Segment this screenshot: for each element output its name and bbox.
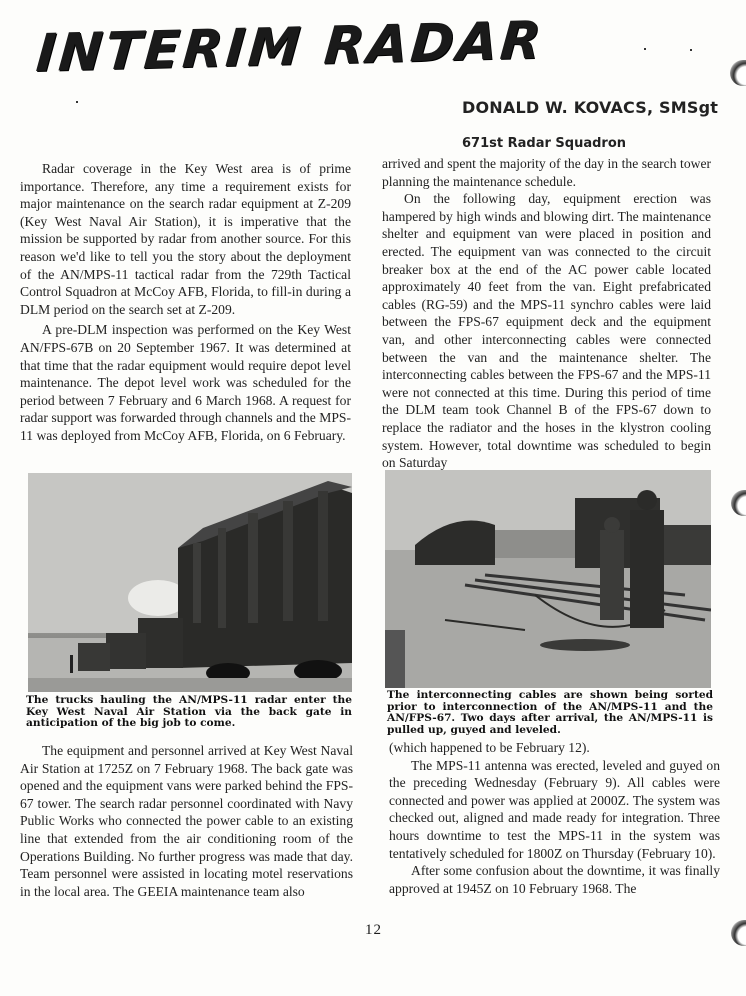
article-title: INTERIM RADAR [34, 10, 546, 85]
paragraph: The MPS-11 antenna was erected, leveled and guyed on the preceding Wednesday (February 9). All cables were connected and power was applied at 2000Z. The system was checked out, aligned and made ready for integration. Three hours downtime to test the MPS-11 in the system was tentatively scheduled for 1800Z on Thursday (February 10). [389, 757, 720, 861]
right-column-bottom [389, 739, 720, 897]
paragraph: After some confusion about the downtime, it was finally approved at 1945Z on 10 February 1968. The [389, 863, 720, 896]
paragraph: On the following day, equipment erection was hampered by high winds and blowing dirt. The maintenance shelter and equipment van were placed in position and erected. The equipment van was connected to the circuit breaker box at the end of the AC power cable located approximately 40 feet from the van. Eight prefabricated cables (RG-59) and the MPS-11 synchro cables were laid between the FPS-67 equipment deck and the equipment van, and other interconnecting cables were connected between the van and the maintenance shelter. The interconnecting cables between the FPS-67 and the MPS-11 were not connected at this time. During this period of time the DLM team took Channel B of the FPS-67 down to replace the radiator and the hoses in the klystron cooling system. However, total downtime was scheduled to begin on Saturday [382, 191, 711, 471]
binder-hole-icon [730, 60, 746, 86]
photo-caption: The interconnecting cables are shown being sorted prior to interconnection of the AN/MPS-11 and the AN/FPS-67. Two days after arrival, the AN/MPS-11 is pulled up, guyed and leveled. [387, 689, 713, 736]
photo-caption: The trucks hauling the AN/MPS-11 radar enter the Key West Naval Air Station via the back gate in anticipation of the big job to come. [26, 694, 352, 729]
author-byline: DONALD W. KOVACS, SMSgt [462, 98, 719, 117]
truck-convoy-illustration [28, 473, 352, 692]
left-column-top [20, 160, 351, 445]
paragraph: A pre-DLM inspection was performed on the Key West AN/FPS-67B on 20 September 1967. It was determined at that time that the radar equipment would require depot level maintenance. The depot level work was scheduled for the period between 7 February and 6 March 1968. A request for radar support was forwarded through channels and the MPS-11 was deployed from McCoy AFB, Florida, on 6 February. [20, 322, 351, 443]
binder-hole-icon [731, 490, 746, 516]
paragraph: The equipment and personnel arrived at Key West Naval Air Station at 1725Z on 7 February 1968. The back gate was opened and the equipment vans were parked behind the FPS-67 tower. The search radar personnel coordinated with Navy Public Works who connected the power cable to an existing line that extended from the air conditioning room of the Operations Building. No further progress was made that day. Team personnel were assisted in locating motel reservations in the local area. The GEEIA maintenance team also [20, 743, 353, 899]
page-number: 12 [365, 922, 382, 938]
right-column-top [382, 155, 711, 472]
paragraph: arrived and spent the majority of the day in the search tower planning the maintenance schedule. [382, 156, 711, 189]
speck [690, 49, 692, 51]
photo-trucks-entering-gate [28, 473, 352, 692]
binder-hole-icon [731, 920, 746, 946]
speck [76, 101, 78, 103]
author-unit: 671st Radar Squadron [462, 136, 627, 151]
photo-cable-sorting [385, 470, 711, 688]
speck [644, 48, 646, 50]
cable-sorting-illustration [385, 470, 711, 688]
paragraph: Radar coverage in the Key West area is of prime importance. Therefore, any time a requirement exists for major maintenance on the search radar equipment at Z-209 (Key West Naval Air Station), it is imperative that the mission be supported by radar from another source. For this reason we'd like to tell you the story about the deployment of the AN/MPS-11 tactical radar from the 729th Tactical Control Squadron at McCoy AFB, Florida, to fill-in during a DLM period on the search set at Z-209. [20, 161, 351, 317]
paragraph: (which happened to be February 12). [389, 740, 590, 755]
left-column-bottom [20, 742, 353, 900]
